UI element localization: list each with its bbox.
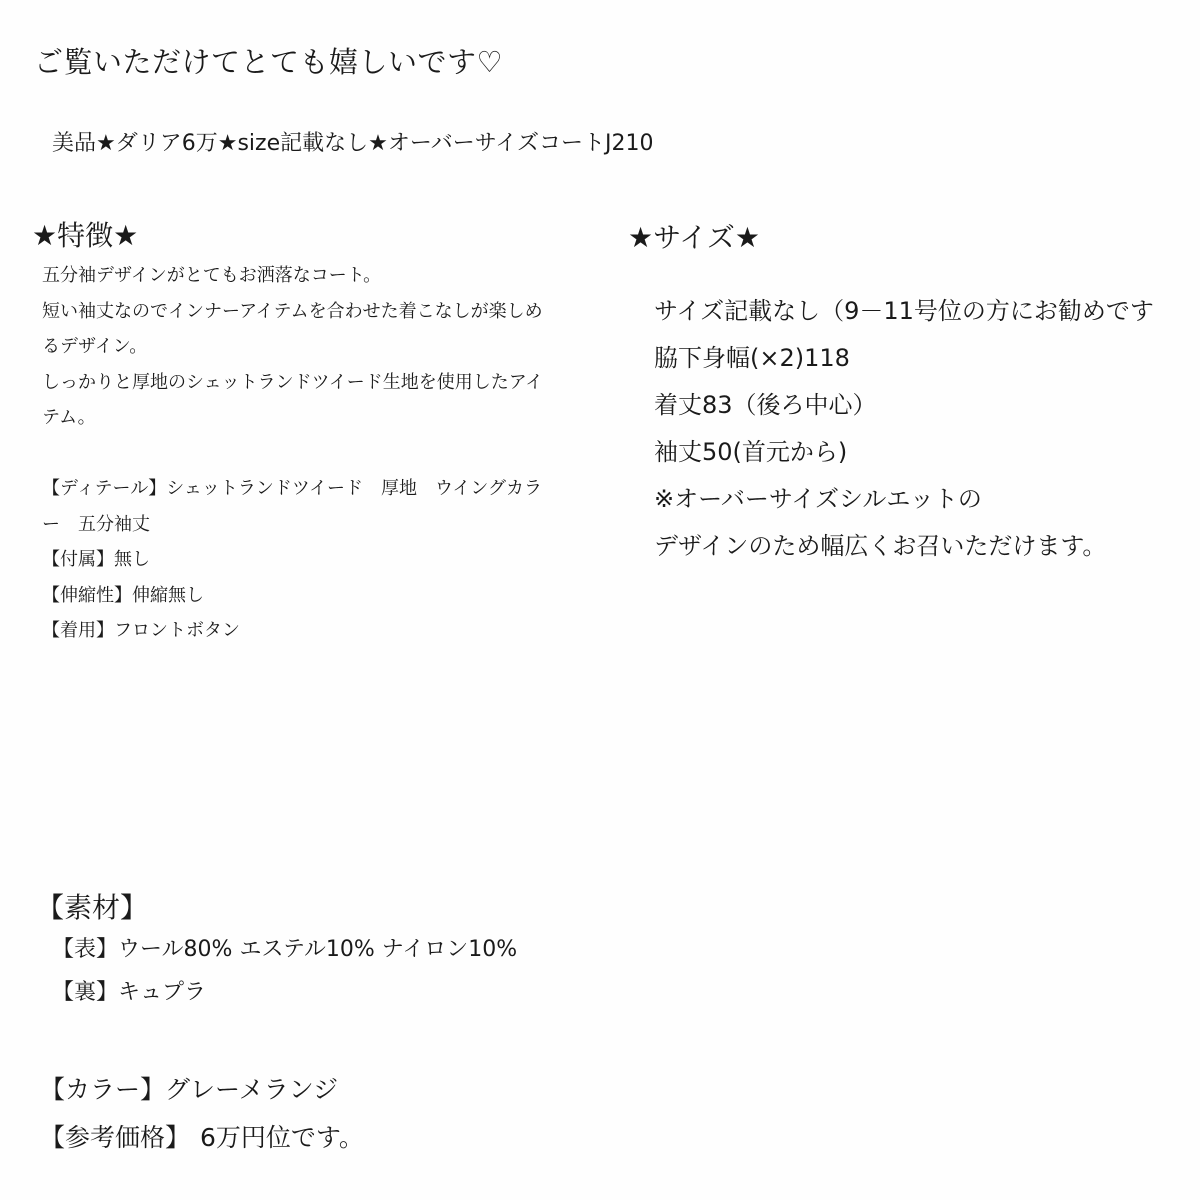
size-heading: ★サイズ★ [628,221,760,254]
material-line: 【裏】キュプラ [52,980,207,1005]
material-line: 【表】ウール80% エステル10% ナイロン10% [52,937,518,962]
features-line [42,436,543,472]
size-line: ※オーバーサイズシルエットの [654,485,982,513]
size-line: 着丈83（後ろ中心） [654,391,877,419]
size-details [654,288,1154,570]
price-info [40,1116,364,1160]
features-line: ー 五分袖丈 [42,513,150,535]
features-line: 【着用】フロントボタン [42,620,240,641]
size-line: 脇下身幅(×2)118 [654,344,850,372]
features-line: るデザイン。 [42,336,148,357]
features-description [42,258,543,649]
price-value: 6万円位です。 [200,1123,364,1152]
features-line: しっかりと厚地のシェットランドツイード生地を使用したアイ [42,371,544,393]
color-label: 【カラー】 [40,1075,166,1104]
features-heading: ★特徴★ [32,219,139,252]
features-line: テム。 [42,407,96,428]
material-details [52,928,517,1014]
size-line: 袖丈50(首元から) [654,438,848,466]
features-line: 【伸縮性】伸縮無し [42,584,204,606]
material-heading: 【素材】 [36,891,149,924]
color-value: グレーメランジ [165,1075,339,1104]
product-title: 美品★ダリア6万★size記載なし★オーバーサイズコートJ210 [52,131,654,156]
features-line: 【ディテール】シェットランドツイード 厚地 ウイングカラ [42,478,543,499]
features-line: 五分袖デザインがとてもお洒落なコート。 [42,265,382,286]
features-line: 短い袖丈なのでインナーアイテムを合わせた着こなしが楽しめ [42,300,543,322]
size-line: サイズ記載なし（9－11号位の方にお勧めです [654,297,1154,325]
size-line: デザインのため幅広くお召いただけます。 [654,532,1107,560]
price-label: 【参考価格】 [40,1123,191,1152]
color-info [40,1068,338,1112]
features-line: 【付属】無し [42,549,150,570]
greeting-text: ご覧いただけてとても嬉しいです♡ [34,45,503,79]
